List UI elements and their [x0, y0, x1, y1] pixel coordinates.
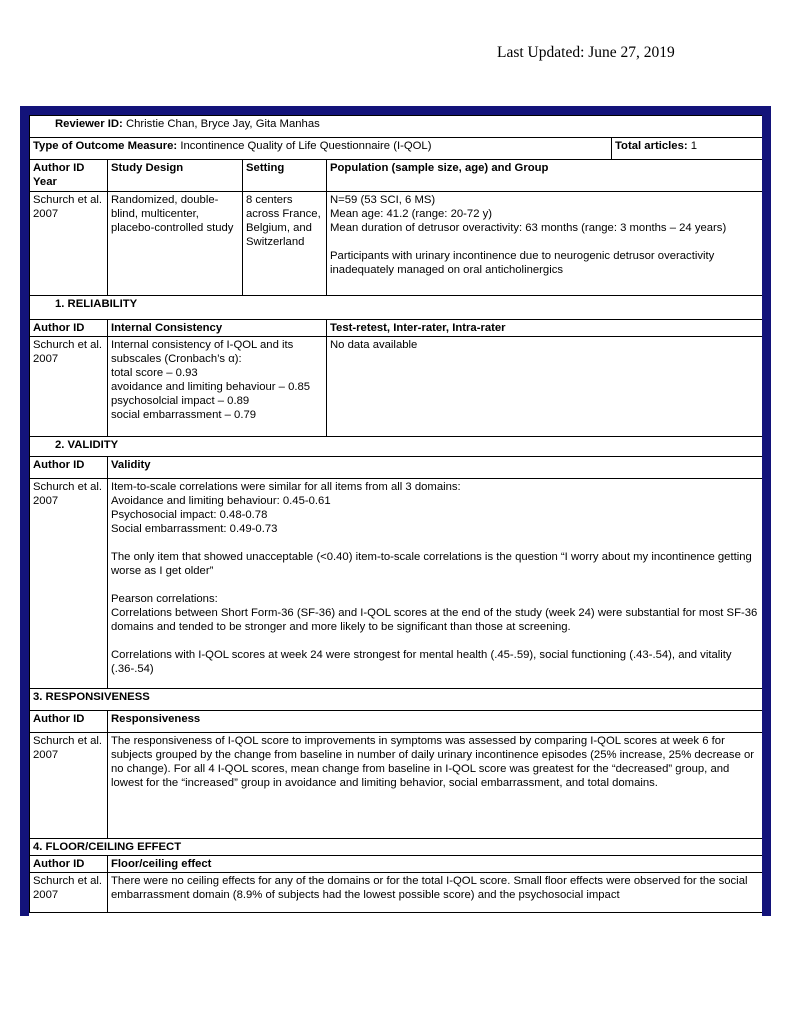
floor-header-row — [30, 856, 763, 873]
responsiveness-header-row — [30, 711, 763, 733]
ic-total: total score – 0.93 — [111, 367, 198, 379]
responsiveness-header: Responsiveness — [108, 711, 763, 733]
reliability-author: Schurch et al. 2007 — [30, 337, 108, 437]
reviewer-row — [30, 116, 763, 138]
validity-title-row — [30, 437, 763, 457]
responsiveness-row — [30, 733, 763, 839]
floor-header: Floor/ceiling effect — [108, 856, 763, 873]
responsiveness-title: 3. RESPONSIVENESS — [30, 689, 763, 711]
last-updated: Last Updated: June 27, 2019 — [497, 44, 675, 61]
validity-line: Avoidance and limiting behaviour: 0.45-0.61 — [111, 495, 331, 507]
header-setting: Setting — [243, 160, 327, 192]
population-duration: Mean duration of detrusor overactivity: 63 months (range: 3 months – 24 years) — [330, 222, 727, 234]
document-body — [29, 115, 762, 916]
responsiveness-author: Schurch et al. 2007 — [30, 733, 108, 839]
reliability-header-row — [30, 320, 763, 337]
reliability-header-internal: Internal Consistency — [108, 320, 327, 337]
study-author: Schurch et al. 2007 — [30, 192, 108, 296]
validity-header-author: Author ID — [30, 457, 108, 479]
study-header-row — [30, 160, 763, 192]
ic-psychosocial: psychosolcial impact – 0.89 — [111, 395, 250, 407]
ic-avoidance: avoidance and limiting behaviour – 0.85 — [111, 381, 311, 393]
reliability-row — [30, 337, 763, 437]
test-retest: No data available — [327, 337, 763, 437]
header-study-design: Study Design — [108, 160, 243, 192]
floor-title: 4. FLOOR/CEILING EFFECT — [30, 839, 763, 856]
outcome-row — [30, 138, 763, 160]
validity-line: Item-to-scale correlations were similar for all items from all 3 domains: — [111, 481, 461, 493]
header-population: Population (sample size, age) and Group — [327, 160, 763, 192]
validity-row — [30, 479, 763, 689]
reliability-header-test: Test-retest, Inter-rater, Intra-rater — [327, 320, 763, 337]
floor-header-author: Author ID — [30, 856, 108, 873]
study-row — [30, 192, 763, 296]
responsiveness-title-row — [30, 689, 763, 711]
validity-header-row — [30, 457, 763, 479]
population-sample: N=59 (53 SCI, 6 MS) — [330, 194, 436, 206]
reliability-header-author: Author ID — [30, 320, 108, 337]
validity-line: Correlations with I-QOL scores at week 24 were strongest for mental health (.45-.59), social functioning (.43-.54), and vitality (.36-.54) — [111, 649, 732, 675]
floor-title-row — [30, 839, 763, 856]
ic-intro: Internal consistency of I-QOL and its subscales (Cronbach’s α): — [111, 339, 294, 365]
study-design: Randomized, double-blind, multicenter, placebo-controlled study — [108, 192, 243, 296]
floor-text: There were no ceiling effects for any of the domains or for the total I-QOL score. Small floor effects were observed for the social embarrassment domain (8.9% of subjects had the lowest possible score) and the psychosocial impact — [108, 873, 763, 913]
responsiveness-text: The responsiveness of I-QOL score to improvements in symptoms was assessed by comparing I-QOL scores at week 6 for subjects grouped by the change from baseline in number of daily urinary incontinence episodes (25% increase, 25% decrease or no change). For all 4 I-QOL scores, mean change from baseline in I-QOL score was greatest for the “decreased” group, and lowest for the “increased” group in avoidance and limiting behavior, social embarrassment, and total domains. — [108, 733, 763, 839]
reliability-title: 1. RELIABILITY — [30, 296, 763, 320]
outcome-value: Incontinence Quality of Life Questionnaire (I-QOL) — [180, 140, 432, 152]
validity-author: Schurch et al. 2007 — [30, 479, 108, 689]
validity-line: Social embarrassment: 0.49-0.73 — [111, 523, 278, 535]
validity-line: Psychosocial impact: 0.48-0.78 — [111, 509, 268, 521]
validity-header-validity: Validity — [108, 457, 763, 479]
header-author-year: Author ID Year — [30, 160, 108, 192]
validity-title: 2. VALIDITY — [30, 437, 763, 457]
validity-line: The only item that showed unacceptable (<0.40) item-to-scale correlations is the question “I worry about my incontinence getting worse as I get older” — [111, 551, 752, 577]
document-frame — [20, 106, 771, 916]
responsiveness-header-author: Author ID — [30, 711, 108, 733]
floor-author: Schurch et al. 2007 — [30, 873, 108, 913]
floor-row — [30, 873, 763, 913]
internal-consistency — [108, 337, 327, 437]
ic-social: social embarrassment – 0.79 — [111, 409, 257, 421]
total-articles-value: 1 — [690, 140, 698, 152]
population-group: Participants with urinary incontinence due to neurogenic detrusor overactivity inadequately managed on oral anticholinergics — [330, 250, 715, 276]
reviewer-value: Christie Chan, Bryce Jay, Gita Manhas — [125, 118, 320, 130]
total-articles-label: Total articles: — [615, 140, 688, 152]
outcome-label: Type of Outcome Measure: — [33, 140, 178, 152]
validity-text — [108, 479, 763, 689]
validity-line: Pearson correlations: — [111, 593, 218, 605]
validity-line: Correlations between Short Form-36 (SF-36) and I-QOL scores at the end of the study (week 24) were substantial for most SF-36 domains and tended to be stronger and more likely to be significant than those at screening. — [111, 607, 758, 633]
study-population — [327, 192, 763, 296]
review-table — [29, 115, 762, 913]
reliability-title-row — [30, 296, 763, 320]
population-age: Mean age: 41.2 (range: 20-72 y) — [330, 208, 493, 220]
reviewer-label: Reviewer ID: — [55, 118, 123, 130]
study-setting: 8 centers across France, Belgium, and Switzerland — [243, 192, 327, 296]
